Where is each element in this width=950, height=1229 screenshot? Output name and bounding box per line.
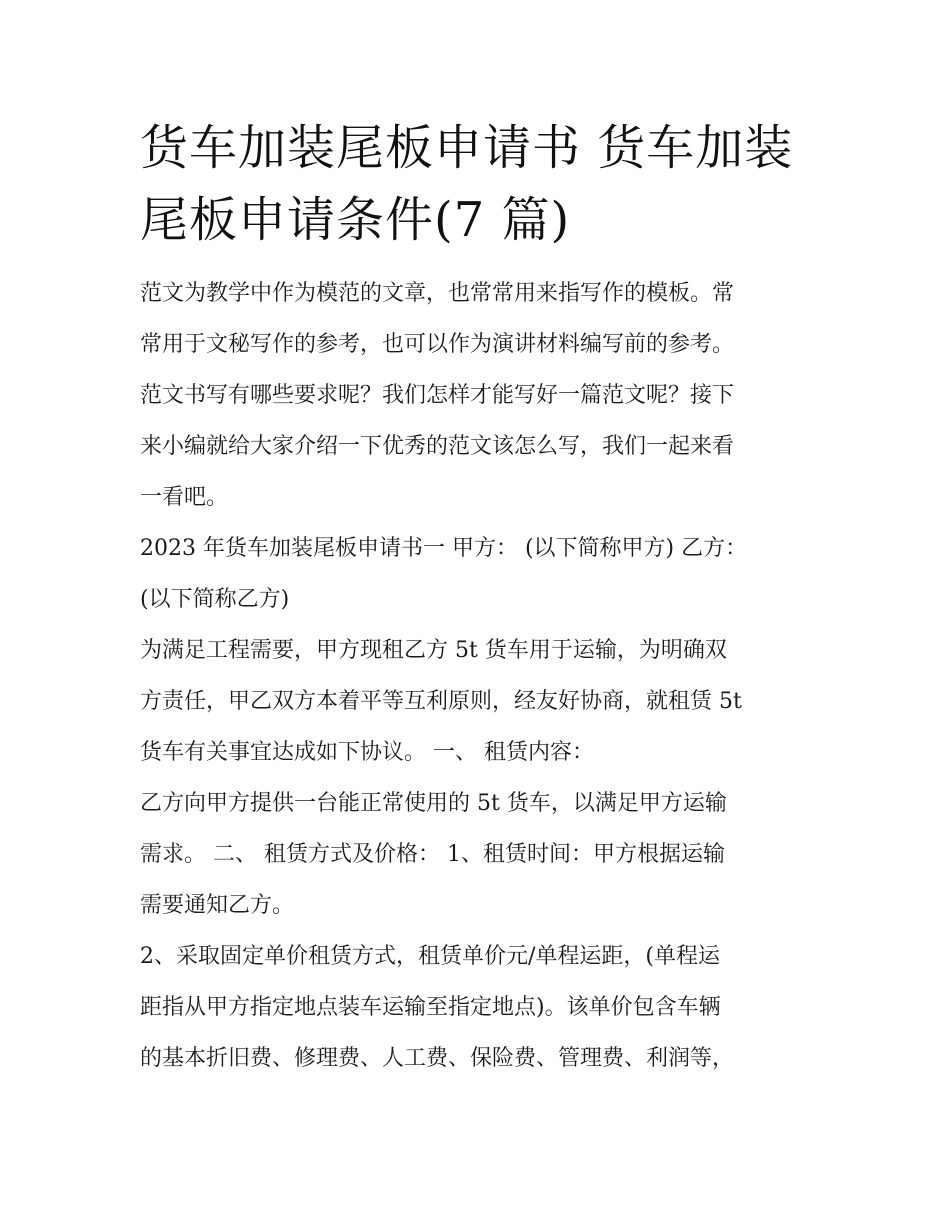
- document-content: [140, 112, 820, 1084]
- text-line: 需求。 二、 租赁方式及价格： 1、租赁时间：甲方根据运输: [140, 842, 725, 867]
- text-line: 距指从甲方指定地点装车运输至指定地点)。该单价包含车辆: [140, 995, 721, 1020]
- text-line: 范文为教学中作为模范的文章，也常常用来指写作的模板。常: [140, 281, 735, 306]
- document-body: [140, 268, 820, 1084]
- document-title: [140, 112, 820, 256]
- text-line: 为满足工程需要，甲方现租乙方 5t 货车用于运输，为明确双: [140, 638, 727, 663]
- title-line: 货车加装尾板申请书 货车加装: [140, 120, 794, 176]
- text-line: 货车有关事宜达成如下协议。 一、 租赁内容：: [140, 740, 594, 765]
- text-line: 的基本折旧费、修理费、人工费、保险费、管理费、利润等，: [140, 1046, 735, 1071]
- text-line: 范文书写有哪些要求呢？我们怎样才能写好一篇范文呢？接下: [140, 383, 735, 408]
- text-line: (以下简称乙方): [140, 587, 290, 612]
- title-line: 尾板申请条件(7 篇): [140, 192, 571, 248]
- text-line: 2023 年货车加装尾板申请书一 甲方： (以下简称甲方) 乙方：: [140, 536, 748, 561]
- text-line: 来小编就给大家介绍一下优秀的范文该怎么写，我们一起来看: [140, 434, 735, 459]
- text-line: 常用于文秘写作的参考，也可以作为演讲材料编写前的参考。: [140, 332, 735, 357]
- text-line: 一看吧。: [140, 485, 229, 510]
- text-line: 方责任，甲乙双方本着平等互利原则，经友好协商，就租赁 5t: [140, 689, 742, 714]
- text-line: 2、采取固定单价租赁方式，租赁单价元/单程运距，(单程运: [140, 944, 720, 969]
- text-line: 需要通知乙方。: [140, 893, 295, 918]
- text-line: 乙方向甲方提供一台能正常使用的 5t 货车，以满足甲方运输: [140, 791, 727, 816]
